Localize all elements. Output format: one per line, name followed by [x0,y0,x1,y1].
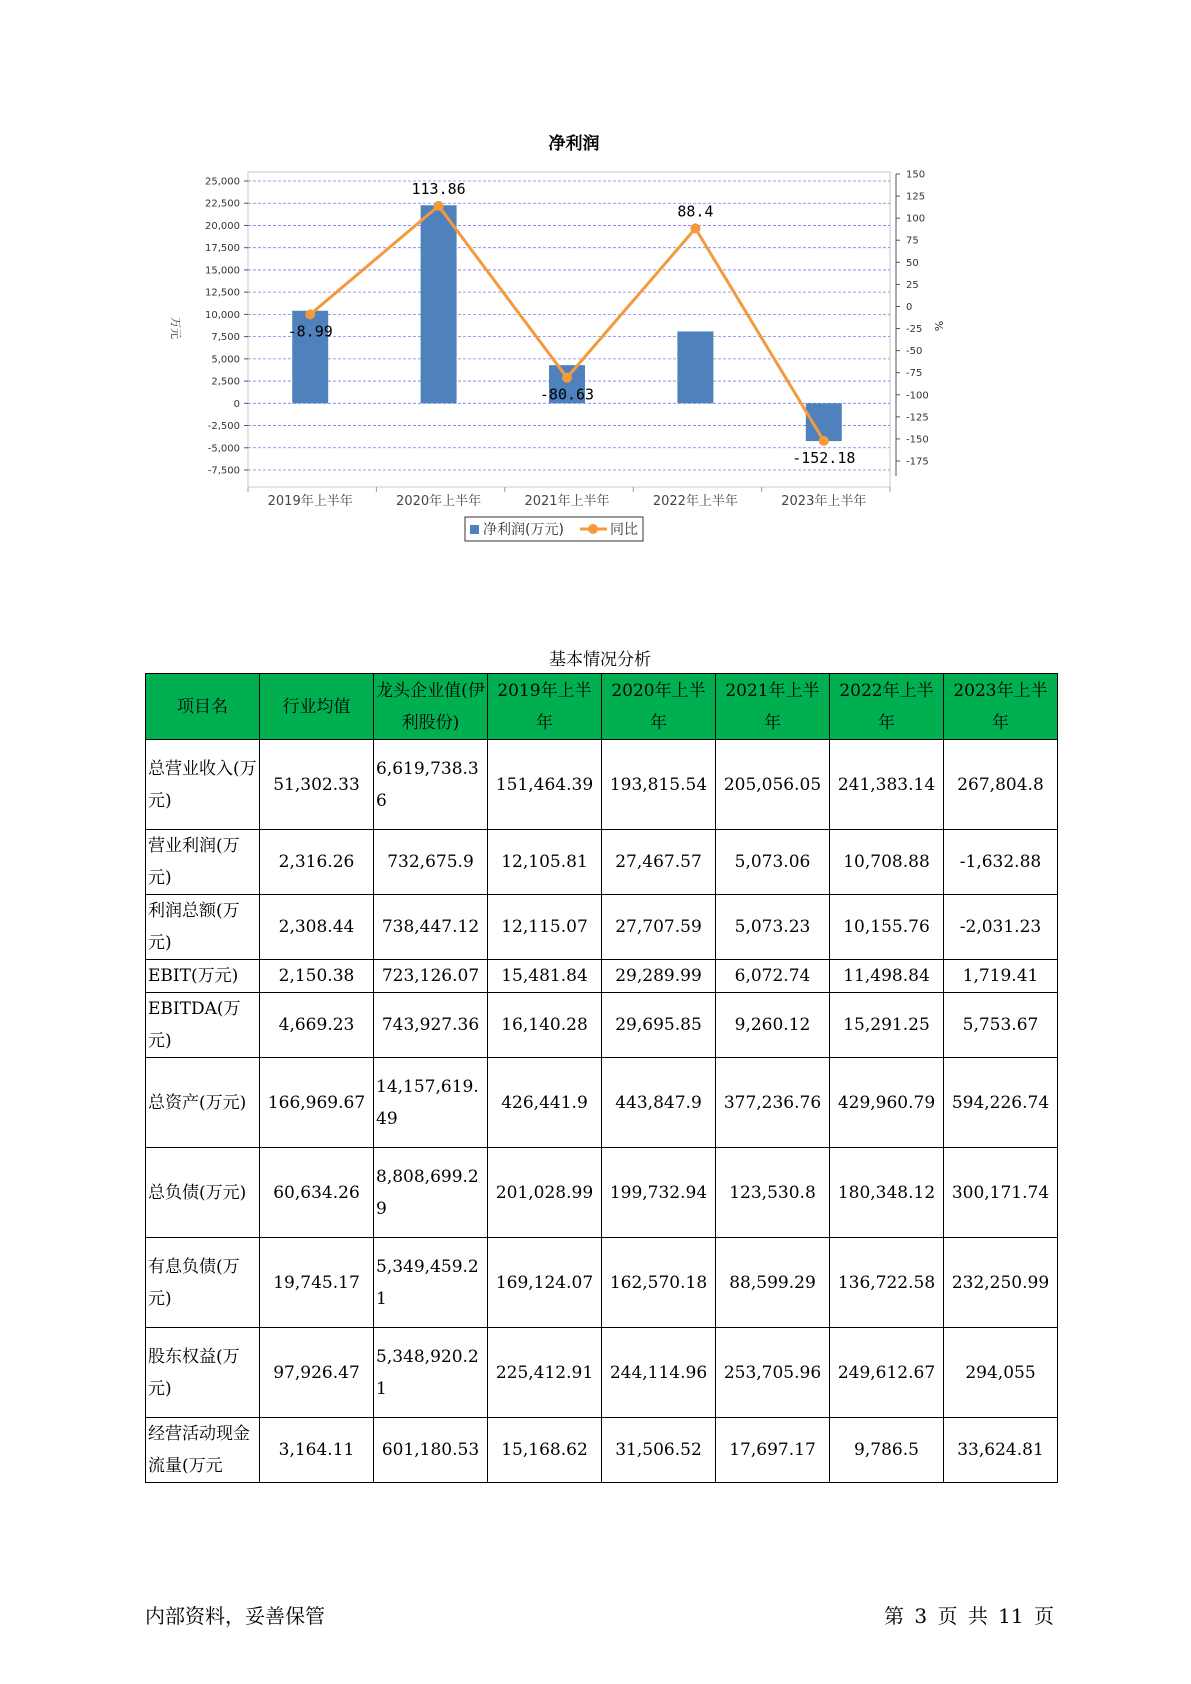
table-cell: 429,960.79 [830,1058,944,1148]
table-cell: 443,847.9 [602,1058,716,1148]
table-cell: 4,669.23 [260,993,374,1058]
table-cell: 9,260.12 [716,993,830,1058]
y2-tick-label: 75 [906,235,919,247]
table-header-cell: 2021年上半年 [716,674,830,740]
row-name: 总营业收入(万元) [146,740,260,830]
table-cell: 249,612.67 [830,1328,944,1418]
table-cell: 12,105.81 [488,830,602,895]
data-label-yoy: 113.86 [411,179,466,198]
row-name: 营业利润(万元) [146,830,260,895]
row-name: EBIT(万元) [146,960,260,993]
table-cell: 51,302.33 [260,740,374,830]
table-cell: 6,619,738.36 [374,740,488,830]
table-cell: 5,349,459.21 [374,1238,488,1328]
y-tick-label: 10,000 [205,309,240,321]
table-header-cell: 2019年上半年 [488,674,602,740]
table-cell: 199,732.94 [602,1148,716,1238]
y2-tick-label: 100 [906,213,926,225]
table-header-cell: 2020年上半年 [602,674,716,740]
legend-swatch-point [588,524,598,534]
table-cell: 151,464.39 [488,740,602,830]
table-cell: 601,180.53 [374,1418,488,1483]
y-tick-label: -2,500 [207,421,240,433]
table-header-cell: 2022年上半年 [830,674,944,740]
table-cell: 594,226.74 [944,1058,1058,1148]
bar-net-profit [421,205,457,403]
table-row [146,1418,1058,1483]
row-name: 股东权益(万元) [146,1328,260,1418]
table-cell: 294,055 [944,1328,1058,1418]
table-cell: 6,072.74 [716,960,830,993]
table-cell: 14,157,619.49 [374,1058,488,1148]
net-profit-chart [150,130,1050,600]
table-cell: 19,745.17 [260,1238,374,1328]
chart-svg [150,130,1050,600]
table-cell: 232,250.99 [944,1238,1058,1328]
table-cell: 1,719.41 [944,960,1058,993]
table-cell: 426,441.9 [488,1058,602,1148]
y2-tick-label: -100 [906,390,929,402]
table-cell: 12,115.07 [488,895,602,960]
row-name: 有息负债(万元) [146,1238,260,1328]
y2-tick-label: -75 [906,368,923,380]
legend-label-line: 同比 [610,522,638,538]
table-cell: 267,804.8 [944,740,1058,830]
table-cell: 180,348.12 [830,1148,944,1238]
table-row [146,1148,1058,1238]
table-cell: -2,031.23 [944,895,1058,960]
y-tick-label: -5,000 [207,443,240,455]
table-header-cell: 行业均值 [260,674,374,740]
table-cell: 241,383.14 [830,740,944,830]
y2-tick-label: -25 [906,324,923,336]
row-name: 经营活动现金流量(万元 [146,1418,260,1483]
table-cell: 11,498.84 [830,960,944,993]
y2-tick-label: 25 [906,279,919,291]
table-cell: 193,815.54 [602,740,716,830]
table-cell: 5,348,920.21 [374,1328,488,1418]
table-cell: 201,028.99 [488,1148,602,1238]
table-cell: 253,705.96 [716,1328,830,1418]
y-tick-label: 22,500 [205,198,240,210]
y-tick-label: -7,500 [207,465,240,477]
y-tick-label: 17,500 [205,243,240,255]
table-cell: 732,675.9 [374,830,488,895]
y2-tick-label: 150 [906,169,926,181]
footer-confidential: 内部资料，妥善保管 [145,1604,325,1628]
legend-label-bar: 净利润(万元) [483,522,564,538]
table-cell: 15,168.62 [488,1418,602,1483]
table-cell: 136,722.58 [830,1238,944,1328]
table-cell: 2,316.26 [260,830,374,895]
footer-page-number: 第 3 页 共 11 页 [884,1604,1054,1628]
table-cell: 10,708.88 [830,830,944,895]
table-header-cell: 龙头企业值(伊利股份) [374,674,488,740]
line-yoy [310,206,824,441]
table-cell: 97,926.47 [260,1328,374,1418]
x-tick-label: 2023年上半年 [781,494,867,509]
table-header-cell: 项目名 [146,674,260,740]
table-cell: 2,150.38 [260,960,374,993]
table-cell: 225,412.91 [488,1328,602,1418]
y2-tick-label: -125 [906,412,929,424]
table-row [146,993,1058,1058]
table-cell: 738,447.12 [374,895,488,960]
table-row [146,960,1058,993]
table-cell: 29,695.85 [602,993,716,1058]
table-cell: 60,634.26 [260,1148,374,1238]
table-cell: 31,506.52 [602,1418,716,1483]
y-tick-label: 7,500 [211,332,240,344]
table-cell: 2,308.44 [260,895,374,960]
y2-tick-label: -50 [906,346,923,358]
table-cell: 169,124.07 [488,1238,602,1328]
table-header-cell: 2023年上半年 [944,674,1058,740]
chart-title: 净利润 [548,134,600,154]
table-cell: 16,140.28 [488,993,602,1058]
table-row [146,1328,1058,1418]
table-row [146,740,1058,830]
table-header-row [146,674,1058,740]
point-yoy [305,309,315,319]
table-cell: 88,599.29 [716,1238,830,1328]
table-row [146,830,1058,895]
y-tick-label: 25,000 [205,176,240,188]
y2-tick-label: 125 [906,191,926,203]
y-tick-label: 0 [233,398,240,410]
y2-tick-label: 50 [906,257,919,269]
point-yoy [562,373,572,383]
row-name: EBITDA(万元) [146,993,260,1058]
table-cell: 162,570.18 [602,1238,716,1328]
table-cell: 10,155.76 [830,895,944,960]
table-cell: 17,697.17 [716,1418,830,1483]
table-cell: 3,164.11 [260,1418,374,1483]
table-cell: 15,481.84 [488,960,602,993]
table-cell: -1,632.88 [944,830,1058,895]
y2-tick-label: -175 [906,456,929,468]
data-label-yoy: -152.18 [792,448,856,467]
table-caption: 基本情况分析 [549,650,651,670]
table-cell: 205,056.05 [716,740,830,830]
data-label-yoy: 88.4 [677,202,714,221]
table-cell: 300,171.74 [944,1148,1058,1238]
table-cell: 15,291.25 [830,993,944,1058]
table-cell: 9,786.5 [830,1418,944,1483]
plot-frame [248,172,890,487]
row-name: 总负债(万元) [146,1148,260,1238]
table-cell: 5,073.06 [716,830,830,895]
table-cell: 8,808,699.29 [374,1148,488,1238]
x-tick-label: 2021年上半年 [524,494,610,509]
table-row [146,895,1058,960]
point-yoy [819,436,829,446]
y-tick-label: 20,000 [205,220,240,232]
basic-analysis-table [145,673,1058,1483]
y-axis-label: 万元 [169,317,182,339]
x-tick-label: 2022年上半年 [652,494,738,509]
x-tick-label: 2020年上半年 [396,494,482,509]
y-tick-label: 12,500 [205,287,240,299]
table-row [146,1058,1058,1148]
point-yoy [690,223,700,233]
table-cell: 29,289.99 [602,960,716,993]
table-cell: 5,753.67 [944,993,1058,1058]
table-cell: 27,707.59 [602,895,716,960]
table-cell: 33,624.81 [944,1418,1058,1483]
y2-tick-label: 0 [906,301,913,313]
y-tick-label: 5,000 [211,354,240,366]
table-cell: 244,114.96 [602,1328,716,1418]
bar-net-profit [677,331,713,403]
row-name: 利润总额(万元) [146,895,260,960]
table-row [146,1238,1058,1328]
table-cell: 743,927.36 [374,993,488,1058]
y-tick-label: 15,000 [205,265,240,277]
table-cell: 377,236.76 [716,1058,830,1148]
table-cell: 723,126.07 [374,960,488,993]
row-name: 总资产(万元) [146,1058,260,1148]
table-cell: 27,467.57 [602,830,716,895]
table-cell: 166,969.67 [260,1058,374,1148]
y2-axis-label: % [932,320,945,332]
table-cell: 123,530.8 [716,1148,830,1238]
y-tick-label: 2,500 [211,376,240,388]
data-label-yoy: -8.99 [287,322,333,341]
legend-swatch-bar [470,525,479,534]
x-tick-label: 2019年上半年 [267,494,353,509]
point-yoy [434,201,444,211]
y2-tick-label: -150 [906,434,929,446]
data-label-yoy: -80.63 [539,385,595,404]
table-cell: 5,073.23 [716,895,830,960]
